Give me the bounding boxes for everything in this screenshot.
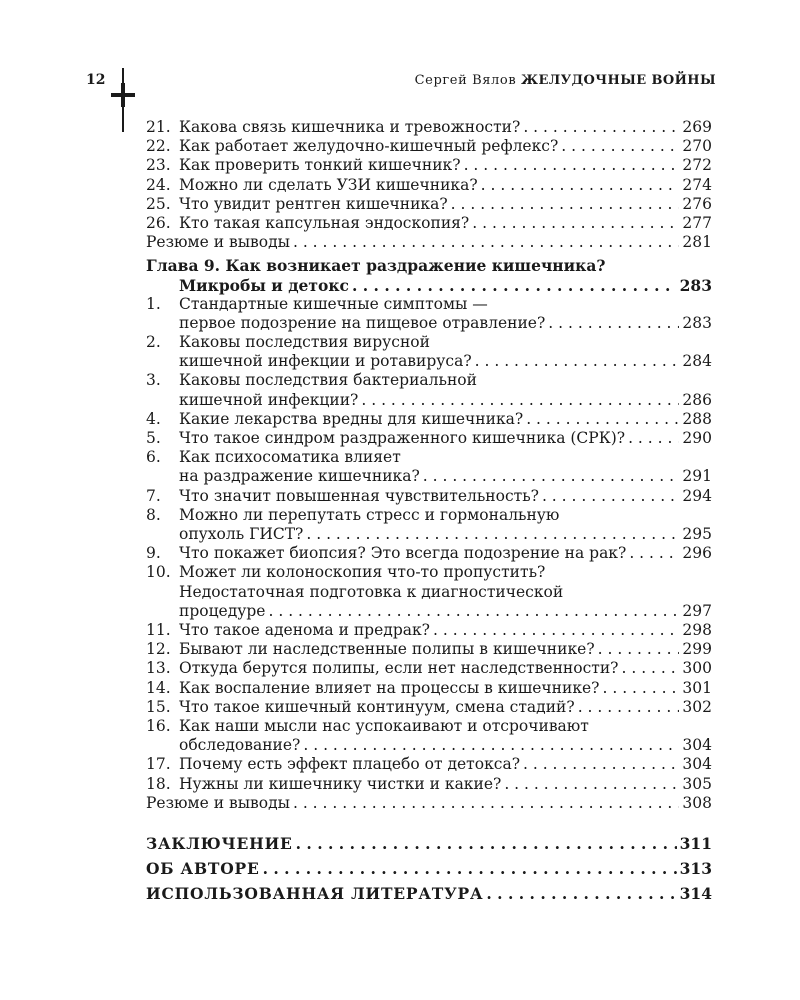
entry-number: 4. <box>146 409 161 428</box>
entry-title: кишечной инфекции и ротавируса? <box>179 352 472 371</box>
entry-page: 291 <box>682 467 712 486</box>
page-number: 12 <box>86 72 106 88</box>
dot-leader <box>504 775 679 794</box>
entry-title: Как проверить тонкий кишечник? <box>179 156 461 175</box>
toc-entry[interactable] <box>146 176 712 195</box>
entry-title: Какова связь кишечника и тревожности? <box>179 118 521 136</box>
dot-leader <box>523 118 679 137</box>
toc-entry[interactable] <box>146 506 712 544</box>
dot-leader <box>629 544 679 563</box>
entry-page: 301 <box>682 678 712 697</box>
dot-leader <box>628 429 679 448</box>
entry-page: 290 <box>682 429 712 448</box>
entry-number: 12. <box>146 640 171 659</box>
toc-back-matter-entry[interactable] <box>146 831 712 856</box>
dot-leader <box>486 881 676 906</box>
entry-title: обследование? <box>179 736 301 755</box>
entry-number: 18. <box>146 774 171 793</box>
entry-title-line1: Каковы последствия вирусной <box>179 333 430 352</box>
dot-leader <box>296 831 677 856</box>
dot-leader <box>542 487 679 506</box>
entry-page: 314 <box>679 883 712 903</box>
entry-page: 276 <box>682 194 712 213</box>
entry-title: Резюме и выводы <box>146 233 290 252</box>
entry-title: ИСПОЛЬЗОВАННАЯ ЛИТЕРАТУРА <box>146 883 484 903</box>
running-title <box>415 73 716 88</box>
chapter-title-line1: Глава 9. Как возникает раздражение кишечника? <box>146 256 606 276</box>
running-head <box>86 72 716 94</box>
entry-number: 13. <box>146 659 171 678</box>
entry-number: 8. <box>146 505 161 524</box>
toc-entry[interactable] <box>146 487 712 506</box>
book-title: ЖЕЛУДОЧНЫЕ ВОЙНЫ <box>520 73 716 88</box>
entry-number: 6. <box>146 448 161 467</box>
entry-number: 14. <box>146 678 171 697</box>
entry-page: 284 <box>682 352 712 371</box>
dot-leader <box>602 679 679 698</box>
entry-page: 281 <box>682 233 712 252</box>
toc-summary[interactable] <box>146 794 712 813</box>
toc-entry[interactable] <box>146 410 712 429</box>
entry-number: 26. <box>146 213 171 232</box>
toc-entry[interactable] <box>146 371 712 409</box>
entry-page: 277 <box>682 213 712 232</box>
dot-leader <box>451 195 680 214</box>
dot-leader <box>433 621 679 640</box>
entry-title: кишечной инфекции? <box>179 390 359 409</box>
entry-page: 302 <box>682 697 712 716</box>
toc-entry[interactable] <box>146 137 712 156</box>
entry-page: 286 <box>682 390 712 409</box>
entry-number: 2. <box>146 333 161 352</box>
entry-title: Кто такая капсульная эндоскопия? <box>179 213 470 232</box>
entry-title: Как работает желудочно-кишечный рефлекс? <box>179 137 559 156</box>
entry-title: Резюме и выводы <box>146 793 290 812</box>
entry-page: 313 <box>679 858 712 878</box>
dot-leader <box>361 391 679 410</box>
dot-leader <box>352 276 677 295</box>
dot-leader <box>578 698 680 717</box>
entry-page: 296 <box>682 544 712 563</box>
entry-title: Нужны ли кишечнику чистки и какие? <box>179 774 502 793</box>
entry-number: 17. <box>146 755 171 774</box>
entry-page: 304 <box>682 736 712 755</box>
dot-leader <box>523 755 679 774</box>
entry-page: 270 <box>682 137 712 156</box>
toc-entry[interactable] <box>146 295 712 333</box>
back-matter <box>146 831 712 906</box>
entry-number: 9. <box>146 544 161 563</box>
entry-number: 5. <box>146 429 161 448</box>
entry-page: 274 <box>682 175 712 194</box>
entry-title: Что такое кишечный континуум, смена стадий? <box>179 697 575 716</box>
entry-title: ЗАКЛЮЧЕНИЕ <box>146 833 293 853</box>
dot-leader <box>268 602 679 621</box>
entry-title: Что увидит рентген кишечника? <box>179 194 448 213</box>
entry-page: 298 <box>682 621 712 639</box>
entry-page: 305 <box>682 774 712 793</box>
entry-title-line1: Каковы последствия бактериальной <box>179 371 477 390</box>
entry-title: Бывают ли наследственные полипы в кишечнике? <box>179 640 595 659</box>
entry-title: Откуда берутся полипы, если нет наследственности? <box>179 659 619 678</box>
chapter-title-line2: Микробы и детокс <box>179 275 349 295</box>
entry-number: 22. <box>146 137 171 156</box>
toc-entry[interactable] <box>146 698 712 717</box>
table-of-contents <box>146 118 712 906</box>
toc-entry[interactable] <box>146 544 712 563</box>
dot-leader <box>548 314 679 333</box>
dot-leader <box>263 856 677 881</box>
dot-leader <box>306 525 679 544</box>
entry-number: 23. <box>146 156 171 175</box>
entry-page: 311 <box>679 833 712 853</box>
dot-leader <box>622 659 680 678</box>
dot-leader <box>303 736 679 755</box>
author-name: Сергей Вялов <box>414 73 517 88</box>
entry-number: 15. <box>146 697 171 716</box>
dot-leader <box>561 137 679 156</box>
toc-entry[interactable] <box>146 659 712 678</box>
toc-entry[interactable] <box>146 214 712 233</box>
dot-leader <box>526 410 679 429</box>
toc-entry[interactable] <box>146 118 712 137</box>
entry-number: 16. <box>146 716 171 735</box>
entry-title: Как воспаление влияет на процессы в кишечнике? <box>179 678 600 697</box>
entry-page: 288 <box>682 409 712 428</box>
toc-summary[interactable] <box>146 233 712 252</box>
crop-mark-icon <box>111 83 135 107</box>
entry-page: 299 <box>682 640 712 659</box>
toc-entry[interactable] <box>146 717 712 755</box>
dot-leader <box>464 156 680 175</box>
entry-number: 7. <box>146 486 161 505</box>
toc-back-matter-entry[interactable] <box>146 881 712 906</box>
entry-title: на раздражение кишечника? <box>179 467 420 486</box>
entry-page: 304 <box>682 755 712 774</box>
entry-title: Что покажет биопсия? Это всегда подозрение на рак? <box>179 544 627 563</box>
entry-title-line1: Как наши мысли нас успокаивают и отсрочивают <box>179 716 589 735</box>
entry-page: 272 <box>682 156 712 175</box>
entry-title: Можно ли сделать УЗИ кишечника? <box>179 175 478 194</box>
dot-leader <box>293 794 679 813</box>
toc-entry[interactable] <box>146 195 712 214</box>
toc-entry[interactable] <box>146 156 712 175</box>
toc-entry[interactable] <box>146 640 712 659</box>
entry-title-line2: Недостаточная подготовка к диагностической <box>179 582 564 601</box>
toc-entry[interactable] <box>146 448 712 486</box>
entry-number: 21. <box>146 118 171 136</box>
entry-page: 300 <box>682 659 712 678</box>
entry-title: Что такое синдром раздраженного кишечника (СРК)? <box>179 429 626 448</box>
entry-page: 308 <box>682 793 712 812</box>
entry-title: Что такое аденома и предрак? <box>179 621 430 639</box>
toc-entry[interactable] <box>146 775 712 794</box>
entry-number: 10. <box>146 563 171 582</box>
entry-title-line1: Как психосоматика влияет <box>179 448 401 467</box>
entry-title-line1: Может ли колоноскопия что-то пропустить? <box>179 563 546 582</box>
toc-entry[interactable] <box>146 679 712 698</box>
toc-entry[interactable] <box>146 563 712 621</box>
dot-leader <box>598 640 680 659</box>
toc-entry[interactable] <box>146 755 712 774</box>
entry-title: процедуре <box>179 601 266 620</box>
entry-number: 24. <box>146 175 171 194</box>
entry-title: опухоль ГИСТ? <box>179 525 304 544</box>
entry-page: 297 <box>682 601 712 620</box>
entry-title: ОБ АВТОРЕ <box>146 858 260 878</box>
entry-page: 295 <box>682 525 712 544</box>
chapter-heading[interactable] <box>146 256 712 294</box>
dot-leader <box>472 214 679 233</box>
toc-entry[interactable] <box>146 621 712 640</box>
dot-leader <box>293 233 679 252</box>
entry-title: Какие лекарства вредны для кишечника? <box>179 409 524 428</box>
toc-back-matter-entry[interactable] <box>146 856 712 881</box>
entry-number: 3. <box>146 371 161 390</box>
entry-number: 25. <box>146 194 171 213</box>
entry-title: первое подозрение на пищевое отравление? <box>179 313 546 332</box>
entry-page: 283 <box>682 313 712 332</box>
dot-leader <box>481 176 680 195</box>
entry-title: Почему есть эффект плацебо от детокса? <box>179 755 520 774</box>
toc-entry[interactable] <box>146 429 712 448</box>
dot-leader <box>423 467 680 486</box>
entry-number: 11. <box>146 621 171 639</box>
entry-title: Что значит повышенная чувствительность? <box>179 486 539 505</box>
entry-title-line1: Можно ли перепутать стресс и гормональную <box>179 505 560 524</box>
entry-page: 269 <box>682 118 712 136</box>
toc-entry[interactable] <box>146 333 712 371</box>
chapter-page: 283 <box>679 275 712 295</box>
entry-title-line1: Стандартные кишечные симптомы — <box>179 294 488 313</box>
entry-number: 1. <box>146 294 161 313</box>
dot-leader <box>475 352 680 371</box>
entry-page: 294 <box>682 486 712 505</box>
